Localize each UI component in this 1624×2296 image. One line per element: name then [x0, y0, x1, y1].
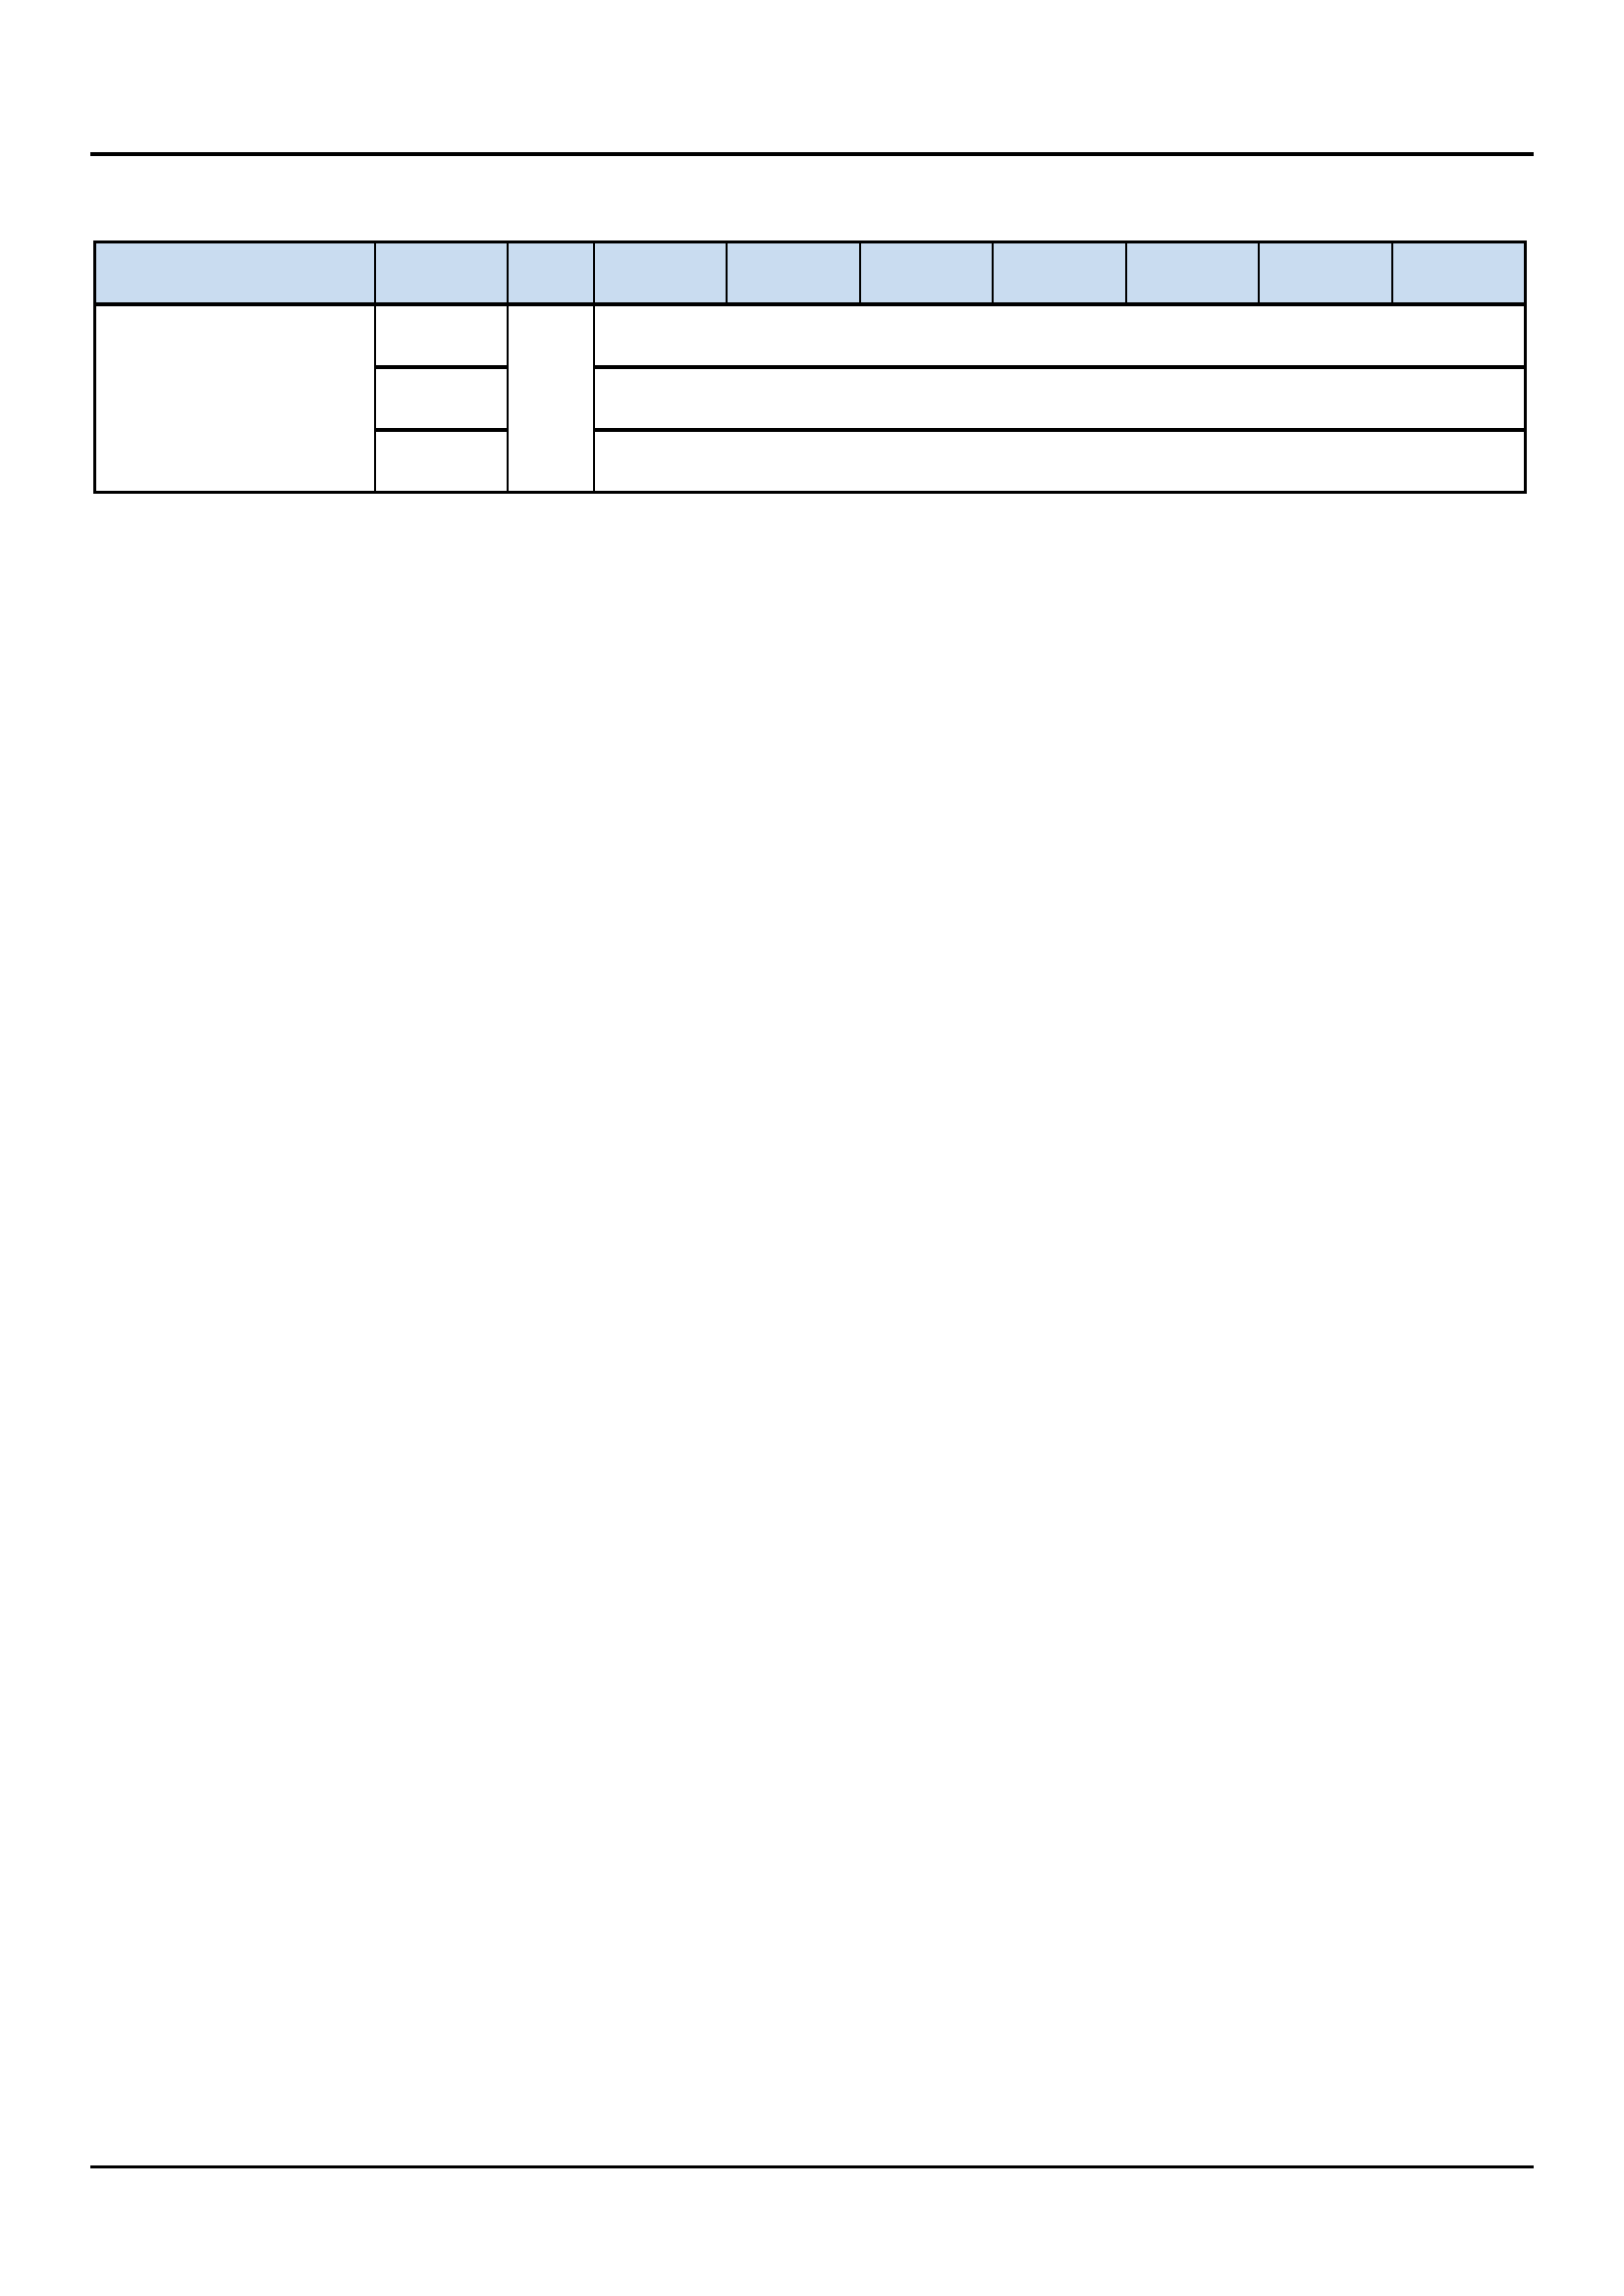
footer-rule: [90, 2165, 1534, 2168]
symbol-cell: [375, 367, 508, 430]
parameter-cell: [95, 304, 375, 493]
thermal-characteristics-table: [93, 240, 1527, 494]
table-header-row: [95, 242, 1526, 305]
col-f15g: [993, 242, 1126, 305]
fig1-io-tl-curve-chart: [64, 711, 830, 1359]
col-unit: [508, 242, 594, 305]
value-cell: [594, 367, 1526, 430]
col-f15j: [1126, 242, 1260, 305]
col-parameter: [95, 242, 375, 305]
unit-cell: [508, 304, 594, 493]
fig4-reverse-characteristics-chart: [813, 1361, 1520, 2067]
fig3-forward-voltage-chart: [64, 1378, 830, 2065]
col-f15k: [1259, 242, 1392, 305]
col-f15m: [1392, 242, 1526, 305]
col-f15a: [594, 242, 728, 305]
header-rule: [90, 152, 1534, 156]
col-f15b: [727, 242, 860, 305]
table-row: [95, 304, 1526, 367]
fig2-surge-current-chart: [813, 711, 1500, 1359]
symbol-cell: [375, 430, 508, 493]
col-f15d: [860, 242, 994, 305]
value-cell: [594, 430, 1526, 493]
symbol-cell: [375, 304, 508, 367]
col-symbol: [375, 242, 508, 305]
value-cell: [594, 304, 1526, 367]
